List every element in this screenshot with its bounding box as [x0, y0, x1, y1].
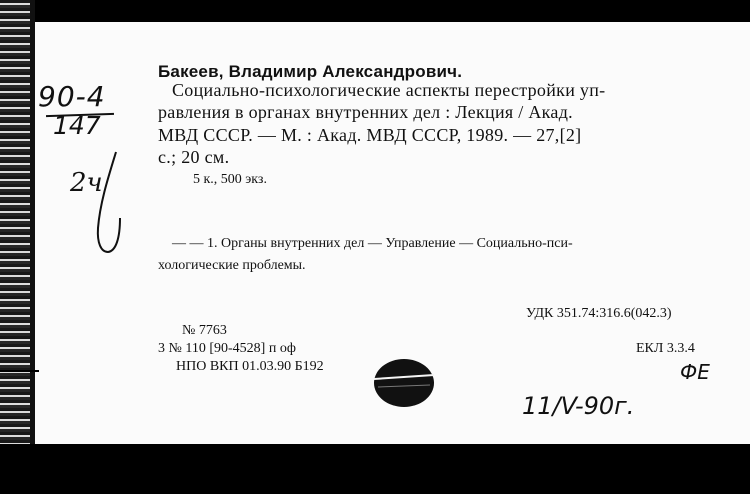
card-subjects-line-1: — — 1. Органы внутренних дел — Управление — Социально-пси-: [172, 236, 573, 251]
handwritten-initials: ФЕ: [680, 360, 710, 384]
card-ekl: ЕКЛ 3.3.4: [636, 341, 695, 356]
card-author: Бакеев, Владимир Александрович.: [158, 62, 463, 81]
card-subjects-line-2: хологические проблемы.: [158, 258, 306, 273]
card-title-line-1: Социально-психологические аспекты перестройки уп-: [172, 80, 606, 100]
card-title-line-4: с.; 20 см.: [158, 147, 230, 167]
handwritten-call-number-top: 90-4: [38, 80, 106, 113]
handwritten-call-number-bottom: 147: [53, 111, 101, 140]
card-left-tick: [0, 370, 39, 372]
card-title-line-2: равления в органах внутренних дел : Лекция / Акад.: [158, 102, 573, 122]
ink-stamp-blot: [368, 355, 438, 411]
card-left-edge: [30, 0, 35, 444]
card-order: 3 № 110 [90-4528] п оф: [158, 341, 296, 356]
card-npo: НПО ВКП 01.03.90 Б192: [176, 359, 324, 374]
handwritten-flourish: [86, 148, 130, 258]
card-udk: УДК 351.74:316.6(042.3): [526, 306, 672, 321]
handwritten-mark: 2ч: [70, 168, 103, 198]
scan-bottom-border: [0, 444, 750, 494]
scan-left-border: [0, 0, 34, 444]
card-number: № 7763: [182, 323, 227, 338]
card-title-line-3: МВД СССР. — М. : Акад. МВД СССР, 1989. — 27,[2]: [158, 125, 582, 145]
card-copies: 5 к., 500 экз.: [193, 172, 267, 187]
scan-top-border: [0, 0, 750, 22]
handwritten-date: 11/V-90г.: [522, 392, 635, 420]
